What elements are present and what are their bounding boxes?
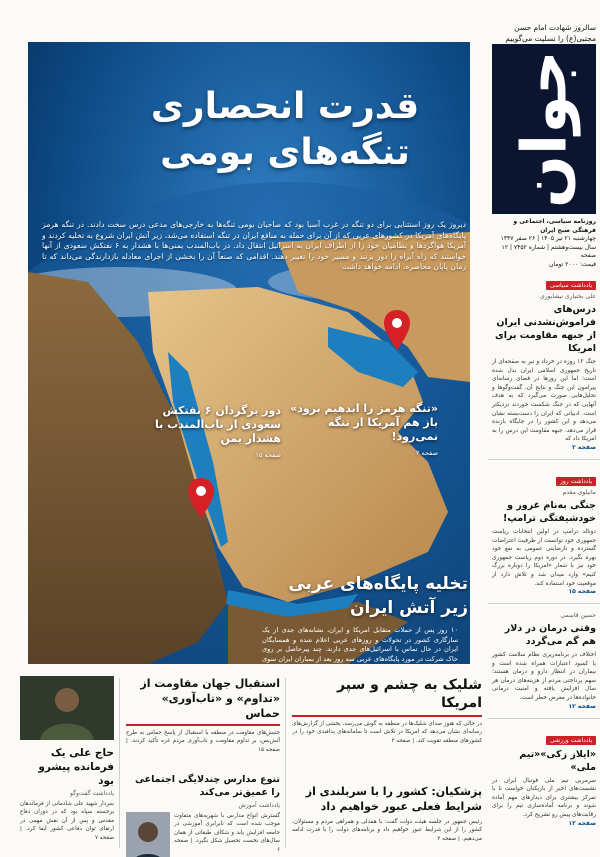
bottom-column-2: [126, 670, 280, 854]
section-tag: یادداشت سیاسی: [546, 281, 596, 290]
bottom-band: [20, 670, 482, 854]
divider: [488, 459, 600, 460]
masthead-slogan: سالروز شهادت امام حسن مجتبی(ع) را تسلیت می‌گوییم: [505, 23, 596, 43]
bottom-column-3: [20, 670, 114, 854]
callout-hormuz: «تنگه هرمز را ابدهیم برود» باز هم آمریکا از تنگه نمی‌رود! صفحه ۲: [290, 402, 438, 457]
article-with-photo: [126, 812, 280, 857]
article-title[interactable]: پزشکیان: کشور را با سربلندی از شرایط فعلی عبور خواهیم داد: [305, 785, 482, 813]
section-tag: یادداشت ورزشی: [546, 736, 596, 745]
page-ref: صفحه ۲: [572, 443, 596, 451]
section-tag: یادداشت روز: [556, 477, 596, 486]
newspaper-logo: جوان: [492, 44, 596, 214]
article-body: جنبش‌های مقاومت در منطقه با استقبال از پاسخ حماس به طرح آتش‌بس، بر تداوم مقاومت و تاب‌آوری مردم غزه تأکید کردند. | صفحه ۱۵: [126, 730, 280, 753]
author-name: یادداشت گفت‌وگو: [70, 790, 114, 797]
article-title[interactable]: استقبال جهان مقاومت از «تداوم» و «تاب‌آوری» حماس: [140, 677, 280, 720]
article-title: درس‌های فراموش‌نشدنی ایران از جبهه مقاومت برای امریکا: [495, 304, 596, 354]
page-ref: صفحه ۱۲: [568, 702, 596, 710]
callout-bab-el-mandeb: دور برگردان ۶ نفتکش سعودی از باب‌المندب با هشدار یمن صفحه ۱۵: [155, 404, 281, 459]
page-ref: صفحه ۱۵: [568, 588, 596, 596]
hero-lead-text: دیروز یک روز استثنایی برای دو تنگه در غرب آسیا بود که صاحبان بومی تنگه‌ها به خارجی‌های مدعی درس سخت دادند. در تنگه هرمز پایگاه‌های آمریکا در کشورهای عربی که از آن برای حمله به منافع ایران در تنگه استفاده می‌شد، زیر آتش ایران شروع به تخلیه کردند و آمریکا هواگردها و نظامیان خود را از اطراف ایران به اسرائیل انتقال داد. در باب‌المندب یمنی‌ها با هشدار به ۶ نفتکش سعودی از آنها خواستند که راه آبراه را دور بزنند و مسیر خود را تغییر دهند. اقدامی که صنعاً آن را بخشی از اجرای معادله بازدارندگی می‌داند که تا زمان پایان محاصره، ادامه خواهد داشت: [42, 220, 466, 271]
divider: [292, 715, 482, 717]
divider: [285, 678, 286, 848]
author-photo: [126, 812, 170, 857]
article-block-1[interactable]: [488, 268, 600, 455]
article-body: سردار شهید علی شادمانی از فرماندهان برجسته سپاه بود که در دوران دفاع مقدس و پس از آن نقش مهمی در ارتقای توان دفاعی کشور ایفا کرد. | صفحه ۷: [20, 801, 114, 841]
martyr-photo: [20, 676, 114, 740]
masthead-price: قیمت: ۲۰۰۰ تومان: [549, 260, 596, 268]
divider: [488, 718, 600, 719]
article-title[interactable]: شلیک به چشم و سپر امریکا: [337, 677, 482, 711]
masthead-issue: سال بیست‌وهشتم | شماره ۷۴۵۲ | ۱۲ صفحه: [501, 243, 596, 259]
divider: [119, 678, 120, 848]
article-body: گسترش انواع مدارس با شهریه‌های متفاوت موجب شده است که نابرابری آموزشی در جامعه افزایش یابد و شکاف طبقاتی از همان سال‌های نخست تحصیل شکل بگیرد. | صفحه ۶: [174, 813, 280, 853]
masthead-description: روزنامه سیاسی، اجتماعی و فرهنگی صبح ایران: [513, 218, 596, 234]
divider: [488, 603, 600, 604]
article-body: دونالد ترامپ در اولین انتخابات ریاست جمهوری خود توانست از ظرفیت اعتراضات گسترده و نارضایتی عمومی به نفع خود بهره بگیرد. در دوره دوم ریاست جمهوری خود نیز با شعار «امریکا را دوباره بزرگ کنیم» وارد میدان شد و تلاش دارد از موقعیت خود استفاده کند.: [492, 528, 596, 587]
article-title: جنگی به‌نام غرور و خودشیفتگی ترامپ!: [502, 499, 596, 524]
article-block-3[interactable]: [488, 608, 600, 714]
article-body: رئیس جمهور در جلسه هیئت دولت گفت: با همدلی و همراهی مردم و مسئولان، کشور را از این شرایط عبور خواهیم داد و برنامه‌های دولت را با قدرت ادامه می‌دهیم. | صفحه ۲: [292, 819, 482, 842]
map-pin-icon: [384, 310, 410, 350]
hero-headline: [120, 84, 450, 176]
article-title: وقتی درمان در دلار هم گم می‌گردد: [504, 623, 596, 648]
article-body: سرمربی تیم ملی فوتبال ایران در نشست‌های اخیر از بازیکنان خواست تا با تمرکز بیشتری برای دیدارهای مهم آماده شوند و برنامه آماده‌سازی تیم را برای رقابت‌های پیش رو تشریح کرد.: [492, 777, 596, 819]
hero-sub-body: ۱۰ روز پس از حملات متقابل امریکا و ایران، نشانه‌های جدی از یک سازگاری کشور در تحولات و روزهای عربی اعلام شده و همسایگان ایران در حال تماس با اسرائیل‌های جدی دارند. چند پیرحاصل بر روی خاک شرکت در مورد پایگاه‌های عربی سه روز بعد از بمباران ایران سوی: [262, 626, 458, 663]
hero-headline-line1: قدرت انحصاری: [150, 86, 420, 127]
article-body: در حالی که هنوز صدای شلیک‌ها در منطقه به گوش می‌رسد، بخشی از گزارش‌های رسانه‌ای نشان می‌دهد که امریکا در تلاش است تا سامانه‌های پدافندی خود را در کشورهای منطقه تقویت کند. | صفحه ۳: [292, 721, 482, 744]
page-ref: صفحه ۱۲: [568, 819, 596, 827]
article-title[interactable]: تنوع مدارس چندلایگی اجتماعی را عمیق‌تر می‌کند: [134, 774, 280, 798]
hero-sub-headline: تخلیه پایگاه‌های عربی زیر آتش ایران: [288, 574, 468, 618]
article-body: جنگ ۱۲ روزه در خرداد و تیر به صفحه‌ای از تاریخ جمهوری اسلامی ایران بدل شده است؛ اما این روزها در فضای رسانه‌ای پیرامون این جنگ و نتایج آن، گفت‌وگوها و تحلیل‌هایی صورت می‌گیرد که به هدف آنهایی که در جنگ شکست خوردند نزدیکتر است. ادبیاتی که ایران را دست‌بسته نشان می‌دهد و این کشور را در جایگاه بازنده قرار می‌دهد. جبهه مقاومت این درس را به امریکا داد که: [492, 359, 596, 443]
article-body: اختلاف در برنامه‌ریزی نظام سلامت کشور با کمبود اعتبارات همراه شده است و بیماران در انتظار دارو و درمان هستند؛ سهم پرداختی مردم از هزینه‌های درمان هر سال افزایش یافته و امنیت درمانی خانواده‌ها در معرض خطر است.: [492, 652, 596, 702]
article-block-2[interactable]: [488, 464, 600, 599]
masthead-date: چهارشنبه ۲۱ تیر ۱۴۰۵ | ۲۶ صفر ۱۴۴۷: [500, 235, 596, 242]
divider: [126, 724, 280, 726]
author-name: علی بختیاری نیشابوری: [540, 293, 596, 300]
article-block-4[interactable]: [488, 723, 600, 831]
map-pin-icon: [188, 478, 214, 518]
masthead: [488, 0, 600, 268]
author-name: یادداشت آموزش: [238, 802, 280, 809]
hero-headline-line2: تنگه‌های بومی: [160, 132, 410, 173]
bottom-column-1: [292, 670, 482, 854]
right-column: [488, 268, 600, 857]
hero-map-panel: [28, 42, 470, 664]
masthead-meta: [492, 218, 596, 269]
article-title: «ایلاز زکی»«تیم ملی»: [519, 748, 596, 773]
author-name: حسین قاسمی: [560, 612, 596, 620]
author-name: مانیلوی مقدم: [562, 488, 596, 496]
article-title[interactable]: حاج علی یک فرمانده پیشرو بود: [38, 747, 114, 787]
